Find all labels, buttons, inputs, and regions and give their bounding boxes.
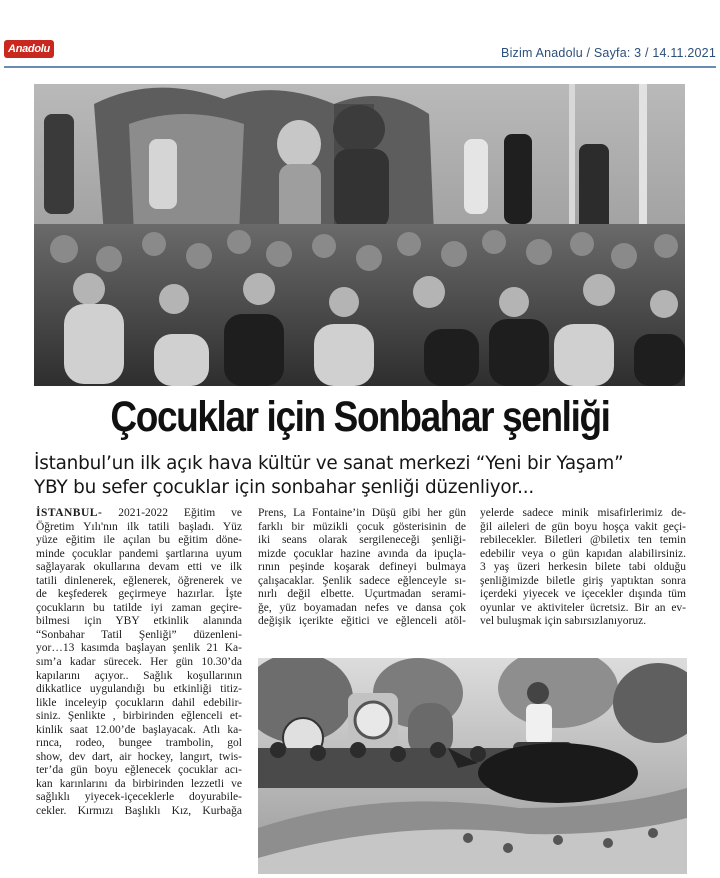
header-divider (4, 66, 716, 68)
article-column-3 (480, 507, 686, 629)
article-line: minde çocuklar pandemi şartlarına uyum (36, 547, 242, 560)
article-line: Öğretim Yılı'nın ilk tatili başladı. Yüz (36, 520, 242, 533)
article-line: de keşfederek geçirmeye hazırlar. İşte (36, 588, 242, 601)
article-line: tatili dinlenerek, eğlenerek, öğrenerek ve (36, 574, 242, 587)
article-line: Prens, La Fontaine’in Düşü gibi her gün (258, 507, 466, 519)
article-line: likle inceleyip çocukların dahil edebilir- (36, 696, 242, 709)
newspaper-logo (4, 40, 54, 58)
rodeo-photo (258, 658, 687, 874)
article-line: çocukların bu tatilde iyi zaman geçire- (36, 601, 242, 614)
article-line: show, dev dart, air hockey, langırt, twis- (36, 750, 242, 763)
article-line: şenliğimizde biletle giriş yaptıktan sonra (480, 574, 686, 587)
article-line: 3 yaş üzeri herkesin bilete tabi olduğu (480, 561, 686, 574)
article-line: mizde çocuklar hazine avında da ipuçla- (258, 547, 466, 560)
article-line: iki seans olarak sergileneceği şenliği- (258, 534, 466, 547)
column-2-text (258, 507, 466, 629)
article-line: yelerde sadece minik misafirlerimiz de- (480, 507, 686, 519)
article-line: kapılarını açıyor.. Sağlık koşullarının (36, 669, 242, 682)
article-line: kan karınlarını da birbirinden lezzetli ve (36, 777, 242, 790)
article-line: yor…13 kasımda başlayan şenlik 21 Ka- (36, 642, 242, 655)
article-line: oyunlar ve aktiviteler ücretsiz. Bir an ev- (480, 601, 686, 614)
article-line: dikkatlice uygulandığı bu etkinliği titiz- (36, 683, 242, 696)
article-line: rınca, rodeo, bungee trambolin, gol (36, 737, 242, 750)
column-1-text (36, 507, 242, 819)
article-line: nırlı değil elbette. Uçurtmadan serami- (258, 588, 466, 601)
article-column-2 (258, 507, 466, 629)
article-line: ter’da gün boyu eğlenecek çocuklar acı- (36, 764, 242, 777)
article-line: cekler. Kırmızı Başlıklı Kız, Kurbağa (36, 805, 242, 818)
article-line: rebilecekler. Biletleri @biletix ten temin (480, 534, 686, 547)
column-3-text (480, 507, 686, 629)
article-line: siniz. Şenlikte , birbirinden eğlenceli et- (36, 710, 242, 723)
article-line-text: 2021-2022 Eğitim ve (102, 507, 242, 519)
article-line: rının peşinde koşarak defineyi bulmaya (258, 561, 466, 574)
article-line: değişik içerikte eğitici ve eğlenceli atöl- (258, 615, 466, 628)
issue-info: Bizim Anadolu / Sayfa: 3 / 14.11.2021 (501, 46, 716, 60)
article-line: yüze eğitim ile açılan bu eğitim döne- (36, 534, 242, 547)
headline: Çocuklar için Sonbahar şenliği (110, 393, 610, 441)
article-line: ğil aileleri de gün boyu hoşça vakit geçi- (480, 520, 686, 533)
masthead (0, 0, 720, 74)
event-crowd-photo (34, 84, 685, 386)
article-line: “Sonbahar Tatil Şenliği” düzenleni- (36, 628, 242, 641)
article-line: çalışacaklar. Şenlik sadece eğlenceyle sı- (258, 574, 466, 587)
subheadline-line-1: İstanbul’un ilk açık hava kültür ve sanat merkezi “Yeni bir Yaşam” (34, 453, 624, 474)
article-line: ğe, yüz boyamadan nefes ve dansa çok (258, 601, 466, 614)
dateline: İSTANBUL- (36, 507, 103, 519)
article-line: içerdeki yiyecek ve içecekler dışında tüm (480, 588, 686, 601)
logo-text: Anadolu (8, 43, 50, 55)
article-line: bilmesi için YBY etkinlik alanında (36, 615, 242, 628)
article-line: sım’a kadar sürecek. Her gün 10.30’da (36, 656, 242, 669)
article-line: sağlayarak okullarına devam etti ve ilk (36, 561, 242, 574)
article-column-1 (36, 507, 242, 819)
article-line: vel buluşmak için sabırsızlanıyoruz. (480, 615, 647, 628)
subheadline-line-2: YBY bu sefer çocuklar için sonbahar şenliği düzenliyor... (34, 477, 535, 498)
article-line: farklı bir müzikli çocuk gösterisinin de (258, 520, 466, 533)
article-line: kinlik saat 12.00’de başlayacak. Atlı ka- (36, 723, 242, 736)
article-line: edebilir veya o gün kapıdan alabilirsiniz. (480, 547, 686, 560)
article-line (36, 507, 242, 521)
article-line: sağlıklı yiyecek-içeceklerle doyurabile- (36, 791, 242, 804)
